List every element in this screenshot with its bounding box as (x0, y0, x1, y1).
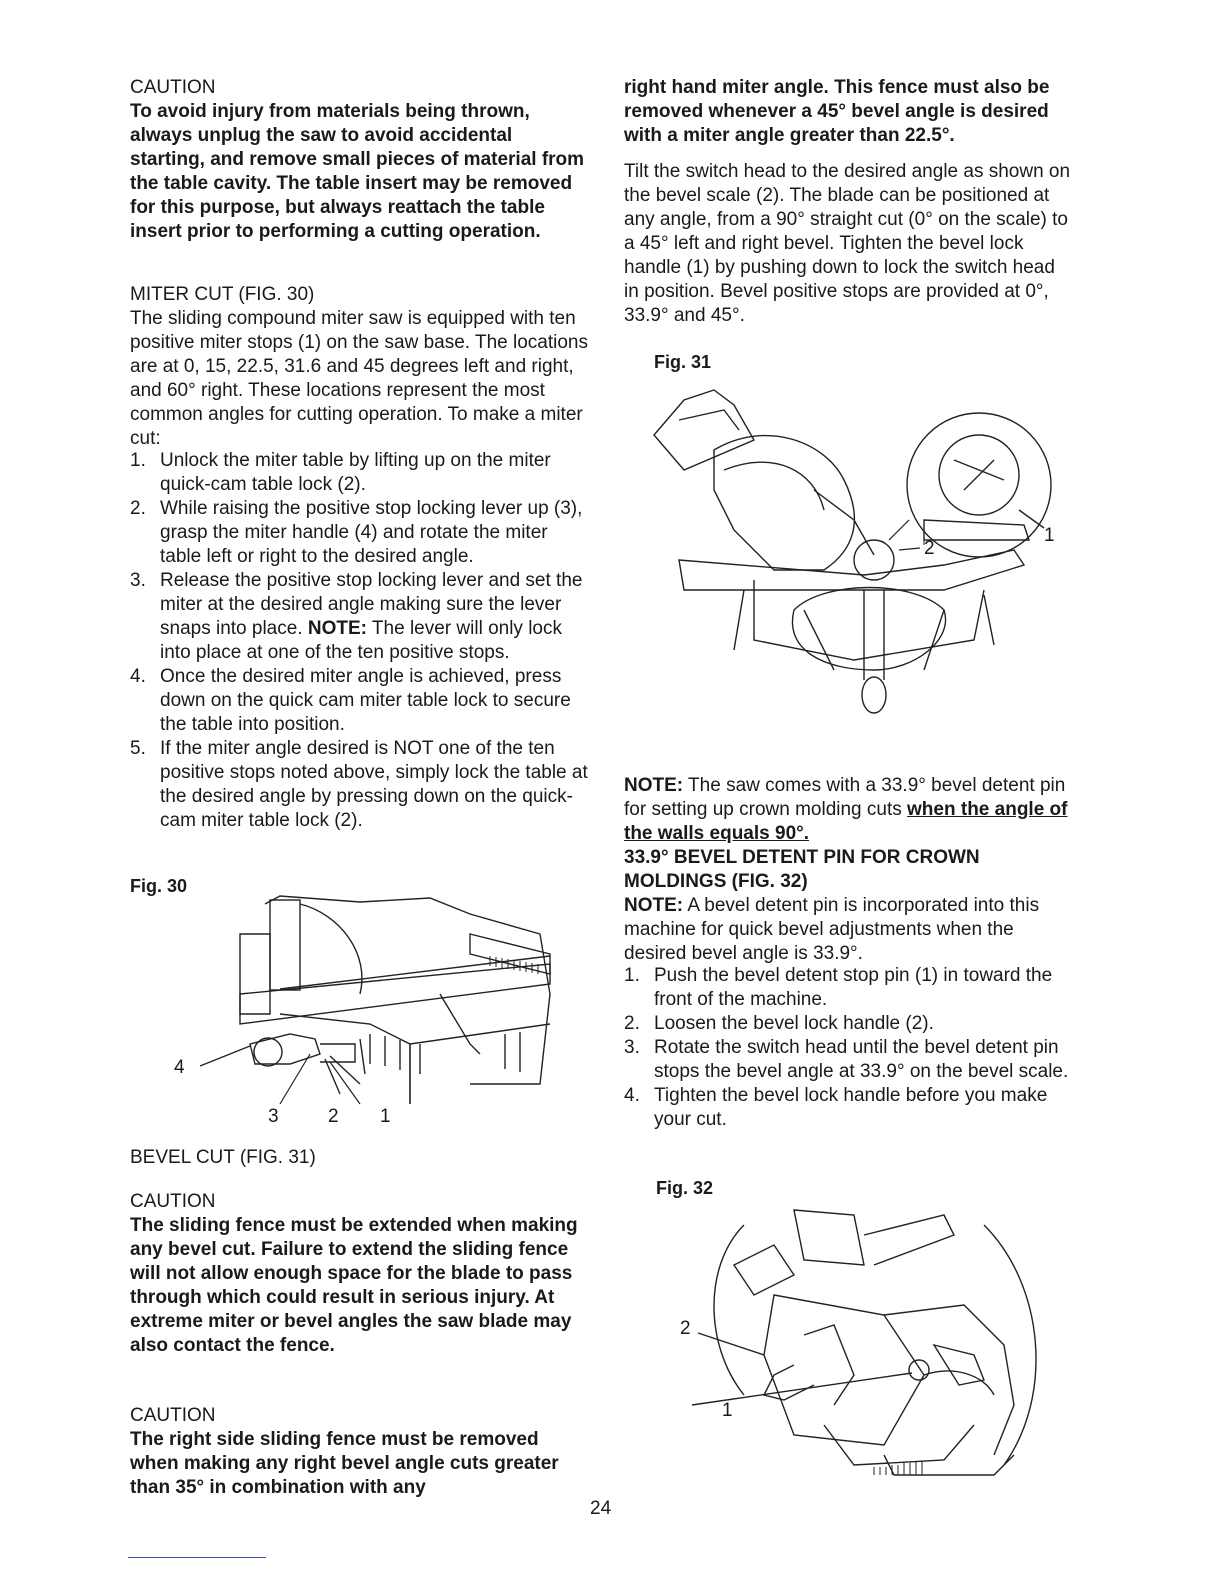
list-item: 4. Tighten the bevel lock handle before you make your cut. (624, 1085, 1048, 1130)
footer-rule (128, 1557, 266, 1558)
list-item: 4. Once the desired miter angle is achieved, press down on the quick cam miter table lock to secure the table into position. (130, 666, 571, 735)
fig31-callout-2: 2 (924, 538, 935, 559)
detent-note (624, 894, 1074, 966)
page-number: 24 (590, 1498, 612, 1519)
miter-cut-heading: MITER CUT (FIG. 30) (130, 284, 315, 305)
list-item: 3. Rotate the switch head until the bevel detent pin stops the bevel angle at 33.9° on the bevel scale. (624, 1037, 1069, 1082)
caution-label-3: CAUTION (130, 1405, 216, 1426)
miter-cut-intro: The sliding compound miter saw is equipped with ten positive miter stops (1) on the saw base. The locations are at 0, 15, 22.5, 31.6 and 45 degrees left and right, and 60° right. These locations represent the most common angles for cutting operation. To make a miter cut: (130, 308, 588, 449)
caution-text-2: The sliding fence must be extended when making any bevel cut. Failure to extend the sliding fence will not allow enough space for the blade to pass through which could result in serious injury. At extreme miter or bevel angles the saw blade may also contact the fence. (130, 1215, 578, 1356)
detent-note-label: NOTE: (624, 895, 684, 916)
fig32-label: Fig. 32 (656, 1178, 714, 1198)
caution-label-2: CAUTION (130, 1191, 216, 1212)
fig30-callout-4: 4 (174, 1057, 185, 1078)
caution-text-1: To avoid injury from materials being thrown, always unplug the saw to avoid accidental starting, and remove small pieces of material from the table cavity. The table insert may be removed for this purpose, but always reattach the table insert prior to performing a cutting operation. (130, 101, 585, 242)
crown-note-text: The saw comes with a 33.9° bevel detent pin for setting up crown molding cuts (624, 775, 1066, 820)
fig30-illustration (170, 894, 590, 1124)
caution-continued-text: right hand miter angle. This fence must also be removed whenever a 45° bevel angle is desired with a miter angle greater than 22.5°. (624, 77, 1050, 146)
fig31-callout-1: 1 (1044, 525, 1055, 546)
bevel-tilt-text: Tilt the switch head to the desired angle as shown on the bevel scale (2). The blade can be positioned at any angle, from a 90° straight cut (0° on the scale) to a 45° left and right bevel. Tighten the bevel lock handle (1) by pushing down to lock the switch head in position. Bevel positive stops are provided at 0°, 33.9° and 45°. (624, 161, 1071, 326)
fig32-illustration (684, 1205, 1064, 1480)
crown-note-underline: when the angle of the walls equals 90°. (624, 799, 1068, 844)
fig32-callout-2: 2 (680, 1318, 691, 1339)
list-item: 2. While raising the positive stop locking lever up (3), grasp the miter handle (4) and rotate the miter table left or right to the desired angle. (130, 498, 583, 567)
list-item: 3. Release the positive stop locking lever and set the miter at the desired angle making sure the lever snaps into place. NOTE: The lever will only lock into place at one of the ten positive stops. (130, 570, 583, 663)
bevel-cut-heading: BEVEL CUT (FIG. 31) (130, 1147, 316, 1168)
crown-note (624, 774, 1084, 846)
fig31-illustration (624, 380, 1064, 730)
caution-label-1: CAUTION (130, 77, 216, 98)
fig30-label: Fig. 30 (130, 876, 188, 896)
detent-steps-list (624, 964, 1074, 1132)
fig30-callout-1: 1 (380, 1106, 391, 1127)
caution-text-3: The right side sliding fence must be removed when making any right bevel angle cuts greater than 35° in combination with any (130, 1429, 559, 1498)
list-item: 1. Push the bevel detent stop pin (1) in toward the front of the machine. (624, 965, 1053, 1010)
fig30-callout-3: 3 (268, 1106, 279, 1127)
fig32-callout-1: 1 (722, 1400, 733, 1421)
fig30-callout-2: 2 (328, 1106, 339, 1127)
list-item: 2. Loosen the bevel lock handle (2). (624, 1013, 934, 1034)
detent-note-text: A bevel detent pin is incorporated into this machine for quick bevel adjustments when the desired bevel angle is 33.9°. (624, 895, 1040, 964)
miter-steps-list (130, 449, 592, 833)
list-item: 1. Unlock the miter table by lifting up on the miter quick-cam table lock (2). (130, 450, 551, 495)
list-item: 5. If the miter angle desired is NOT one of the ten positive stops noted above, simply lock the table at the desired angle by pressing down on the quick-cam miter table lock (2). (130, 738, 588, 831)
detent-heading: 33.9° BEVEL DETENT PIN FOR CROWN MOLDINGS (FIG. 32) (624, 847, 980, 892)
fig31-label: Fig. 31 (654, 352, 712, 372)
crown-note-label: NOTE: (624, 775, 684, 796)
